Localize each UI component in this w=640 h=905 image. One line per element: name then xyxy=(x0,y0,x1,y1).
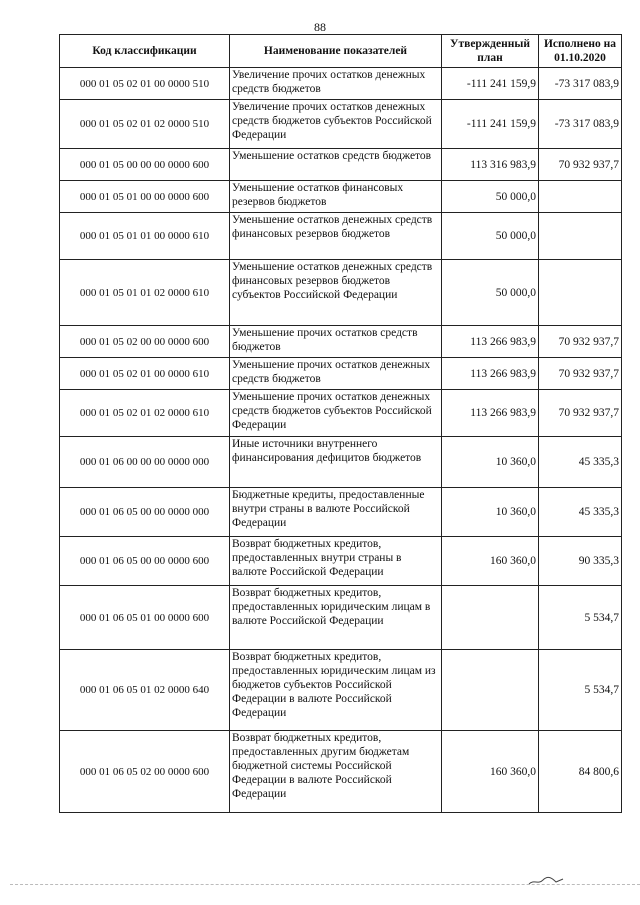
table-row xyxy=(60,437,622,488)
row-plan: -111 241 159,9 xyxy=(442,68,539,100)
row-plan: 160 360,0 xyxy=(442,731,539,813)
row-name: Иные источники внутреннего финансирования дефицитов бюджетов xyxy=(230,437,442,488)
row-name: Уменьшение прочих остатков денежных средств бюджетов xyxy=(230,358,442,390)
row-name: Возврат бюджетных кредитов, предоставленных внутри страны в валюте Российской Федерации xyxy=(230,537,442,586)
row-plan: 113 316 983,9 xyxy=(442,149,539,181)
row-fact: 5 534,7 xyxy=(539,650,622,731)
row-code: 000 01 06 00 00 00 0000 000 xyxy=(60,437,230,488)
row-name: Увеличение прочих остатков денежных средств бюджетов xyxy=(230,68,442,100)
row-fact: 70 932 937,7 xyxy=(539,149,622,181)
table-row xyxy=(60,731,622,813)
row-code: 000 01 05 01 00 00 0000 600 xyxy=(60,181,230,213)
row-code: 000 01 05 02 01 02 0000 610 xyxy=(60,390,230,437)
row-code: 000 01 05 02 01 00 0000 510 xyxy=(60,68,230,100)
row-name: Уменьшение остатков денежных средств финансовых резервов бюджетов xyxy=(230,213,442,260)
page-number: 88 xyxy=(314,20,326,34)
table-row xyxy=(60,149,622,181)
row-code: 000 01 05 01 01 00 0000 610 xyxy=(60,213,230,260)
row-name: Возврат бюджетных кредитов, предоставленных другим бюджетам бюджетной системы Российской Федерации в валюте Российской Федерации xyxy=(230,731,442,813)
row-fact: 70 932 937,7 xyxy=(539,326,622,358)
budget-sources-table xyxy=(59,34,622,813)
row-name: Уменьшение остатков финансовых резервов бюджетов xyxy=(230,181,442,213)
table-row xyxy=(60,100,622,149)
table-body xyxy=(60,68,622,813)
row-fact: -73 317 083,9 xyxy=(539,68,622,100)
row-fact: 70 932 937,7 xyxy=(539,358,622,390)
row-fact: 90 335,3 xyxy=(539,537,622,586)
row-fact xyxy=(539,213,622,260)
row-name: Возврат бюджетных кредитов, предоставленных юридическим лицам в валюте Российской Федерации xyxy=(230,586,442,650)
table-row xyxy=(60,586,622,650)
header-code: Код классификации xyxy=(60,35,230,68)
table-row xyxy=(60,326,622,358)
table-row xyxy=(60,650,622,731)
row-code: 000 01 06 05 02 00 0000 600 xyxy=(60,731,230,813)
table-row xyxy=(60,213,622,260)
row-name: Бюджетные кредиты, предоставленные внутри страны в валюте Российской Федерации xyxy=(230,488,442,537)
table-row xyxy=(60,390,622,437)
row-plan: 50 000,0 xyxy=(442,260,539,326)
row-plan: 10 360,0 xyxy=(442,437,539,488)
row-fact: 45 335,3 xyxy=(539,437,622,488)
row-code: 000 01 06 05 00 00 0000 600 xyxy=(60,537,230,586)
row-fact: 5 534,7 xyxy=(539,586,622,650)
row-code: 000 01 05 02 01 00 0000 610 xyxy=(60,358,230,390)
row-code: 000 01 06 05 00 00 0000 000 xyxy=(60,488,230,537)
row-plan: 113 266 983,9 xyxy=(442,358,539,390)
table-row xyxy=(60,358,622,390)
table-row xyxy=(60,260,622,326)
row-name: Увеличение прочих остатков денежных средств бюджетов субъектов Российской Федерации xyxy=(230,100,442,149)
signature-mark xyxy=(528,876,564,886)
table-row xyxy=(60,181,622,213)
row-code: 000 01 06 05 01 02 0000 640 xyxy=(60,650,230,731)
table-header-row xyxy=(60,35,622,68)
row-code: 000 01 05 02 01 02 0000 510 xyxy=(60,100,230,149)
row-fact xyxy=(539,260,622,326)
row-plan xyxy=(442,650,539,731)
row-name: Уменьшение остатков денежных средств финансовых резервов бюджетов субъектов Российской Федерации xyxy=(230,260,442,326)
row-name: Уменьшение прочих остатков средств бюджетов xyxy=(230,326,442,358)
row-fact: 84 800,6 xyxy=(539,731,622,813)
row-plan: 160 360,0 xyxy=(442,537,539,586)
table-row xyxy=(60,68,622,100)
row-code: 000 01 05 01 01 02 0000 610 xyxy=(60,260,230,326)
table-row xyxy=(60,537,622,586)
row-code: 000 01 06 05 01 00 0000 600 xyxy=(60,586,230,650)
row-name: Уменьшение прочих остатков денежных средств бюджетов субъектов Российской Федерации xyxy=(230,390,442,437)
row-fact: -73 317 083,9 xyxy=(539,100,622,149)
row-fact: 45 335,3 xyxy=(539,488,622,537)
header-fact: Исполнено на 01.10.2020 xyxy=(539,35,622,68)
row-plan: 50 000,0 xyxy=(442,181,539,213)
row-plan: 113 266 983,9 xyxy=(442,390,539,437)
row-plan: 10 360,0 xyxy=(442,488,539,537)
row-code: 000 01 05 00 00 00 0000 600 xyxy=(60,149,230,181)
row-name: Возврат бюджетных кредитов, предоставленных юридическим лицам из бюджетов субъектов Российской Федерации в валюте Российской Федерации xyxy=(230,650,442,731)
header-plan: Утвержденный план xyxy=(442,35,539,68)
row-fact xyxy=(539,181,622,213)
row-plan: -111 241 159,9 xyxy=(442,100,539,149)
row-name: Уменьшение остатков средств бюджетов xyxy=(230,149,442,181)
row-plan xyxy=(442,586,539,650)
row-plan: 113 266 983,9 xyxy=(442,326,539,358)
row-code: 000 01 05 02 00 00 0000 600 xyxy=(60,326,230,358)
table-row xyxy=(60,488,622,537)
header-name: Наименование показателей xyxy=(230,35,442,68)
row-plan: 50 000,0 xyxy=(442,213,539,260)
row-fact: 70 932 937,7 xyxy=(539,390,622,437)
